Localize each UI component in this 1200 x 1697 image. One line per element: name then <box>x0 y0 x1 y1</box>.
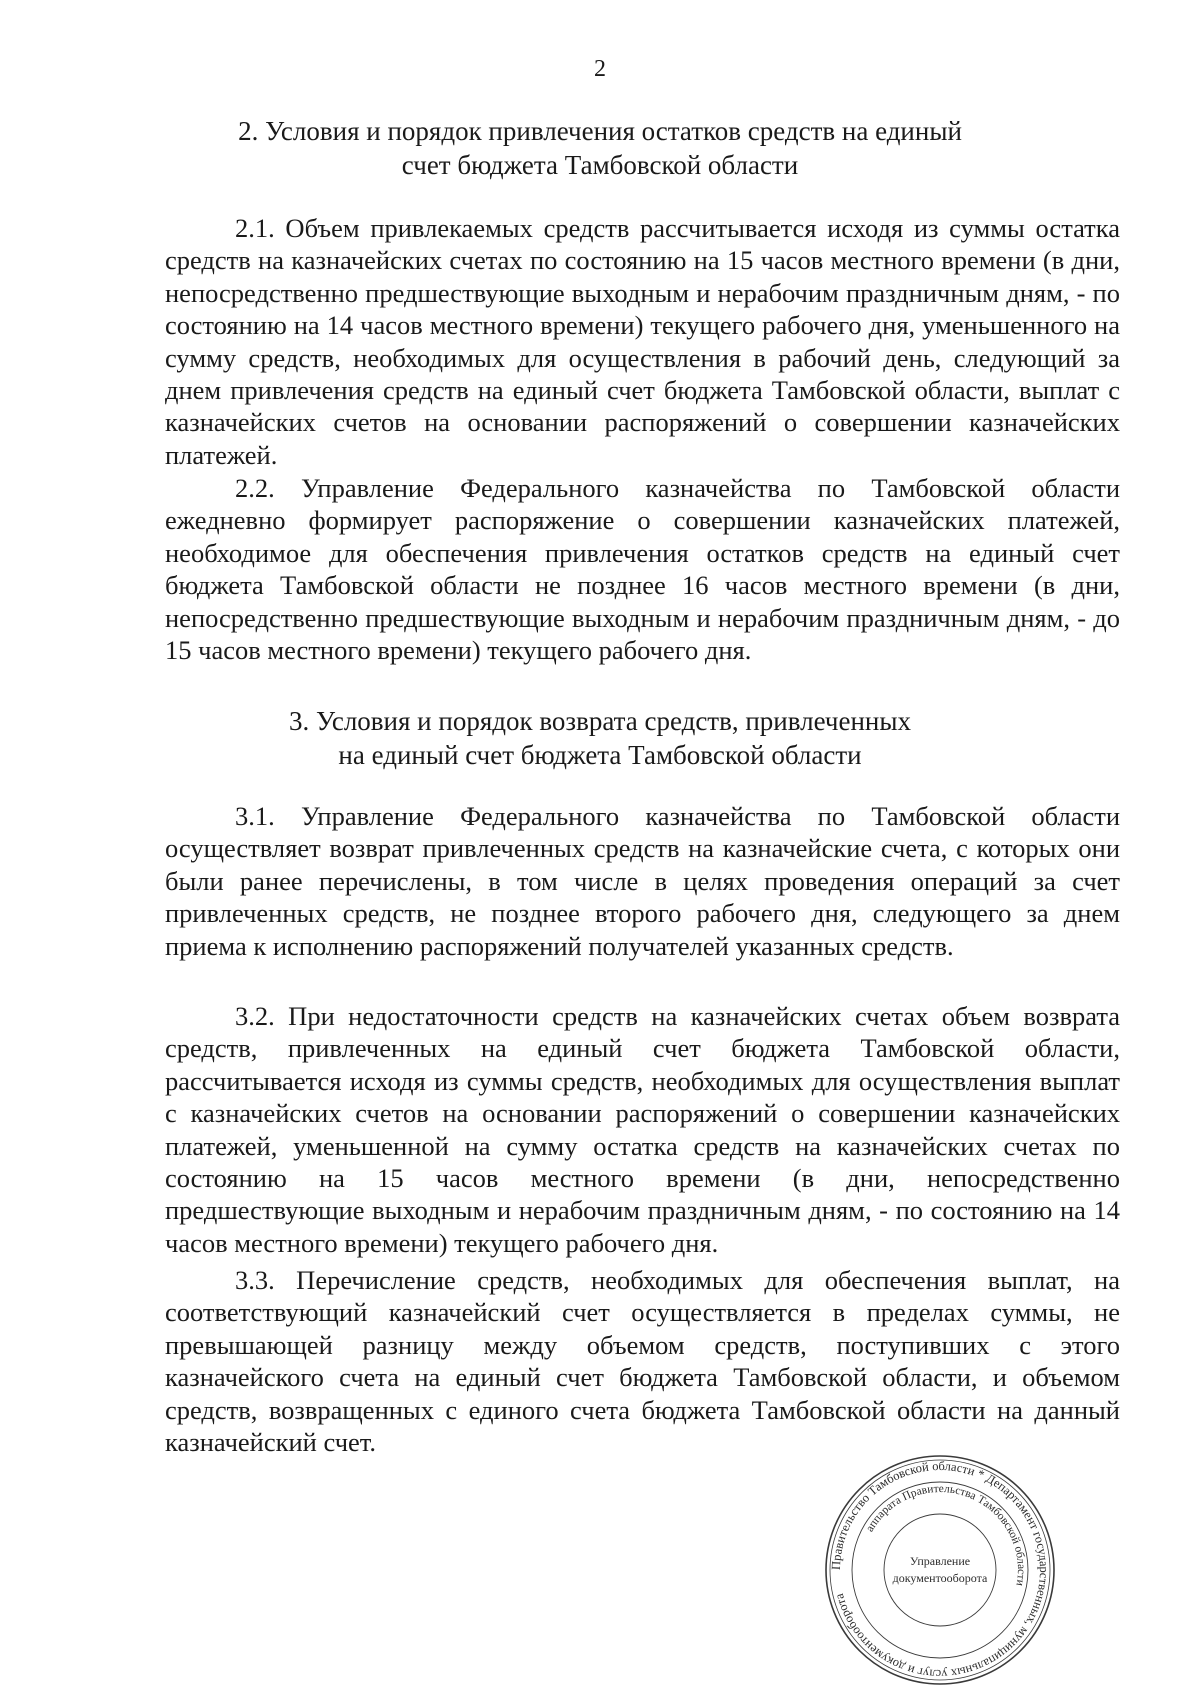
official-stamp <box>820 1450 1060 1690</box>
stamp-inner-ring: аппарата Правительства Тамбовской области <box>863 1482 1028 1587</box>
paragraph-3-3: 3.3. Перечисление средств, необходимых для обеспечения выплат, на соответствующий казначейский счет осуществляется в пределах суммы, не превышающей разницу между объемом средств, поступивших с этого казначейского счета на единый счет бюджета Тамбовской области, и объемом средств, возвращенных с единого счета бюджета Тамбовской области на данный казначейский счет. <box>165 1265 1120 1458</box>
section-3-heading-line1: 3. Условия и порядок возврата средств, привлеченных <box>288 706 912 736</box>
paragraph-3-2: 3.2. При недостаточности средств на казначейских счетах объем возврата средств, привлеченных на единый счет бюджета Тамбовской области, рассчитывается исходя из суммы средств, необходимых для осуществления выплат с казначейских счетов на основании распоряжений о совершении казначейских платежей, уменьшенной на сумму остатка средств на казначейских счетах по состоянию на 15 часов местного времени (в дни, непосредственно предшествующие выходным и нерабочим праздничным дням, - по состоянию на 14 часов местного времени) текущего рабочего дня. <box>165 1001 1120 1258</box>
section-2-heading <box>50 114 1150 182</box>
section-3-heading-line2: на единый счет бюджета Тамбовской области <box>338 740 862 770</box>
page-number: 2 <box>594 56 606 82</box>
stamp-seal-icon <box>820 1450 1060 1690</box>
section-2-heading-line2: счет бюджета Тамбовской области <box>401 150 799 180</box>
paragraph-2-1: 2.1. Объем привлекаемых средств рассчитывается исходя из суммы остатка средств на казначейских счетах по состоянию на 15 часов местного времени (в дни, непосредственно предшествующие выходным и нерабочим праздничным дням, - по состоянию на 14 часов местного времени) текущего рабочего дня, уменьшенного на сумму средств, необходимых для осуществления в рабочий день, следующий за днем привлечения средств на единый счет бюджета Тамбовской области, выплат с казначейских счетов на основании распоряжений о совершении казначейских платежей. <box>165 213 1120 470</box>
paragraph-3-1: 3.1. Управление Федерального казначейства по Тамбовской области осуществляет возврат привлеченных средств на казначейские счета, с которых они были ранее перечислены, в том числе в целях проведения операций за счет привлеченных средств, не позднее второго рабочего дня, следующего за днем приема к исполнению распоряжений получателей указанных средств. <box>165 801 1120 961</box>
paragraph-2-2: 2.2. Управление Федерального казначейства по Тамбовской области ежедневно формирует распоряжение о совершении казначейских платежей, необходимое для обеспечения привлечения остатков средств на единый счет бюджета Тамбовской области не позднее 16 часов местного времени (в дни, непосредственно предшествующие выходным и нерабочим праздничным дням, - до 15 часов местного времени) текущего рабочего дня. <box>165 473 1120 666</box>
section-3-heading <box>50 704 1150 772</box>
stamp-center-line2: документооборота <box>892 1571 988 1585</box>
stamp-center-line1: Управление <box>909 1554 971 1568</box>
section-2-heading-line1: 2. Условия и порядок привлечения остатков средств на единый <box>238 116 962 146</box>
stamp-outer-ring: Правительство Тамбовской области * Департамент государственных, муниципальных услуг и документооборота <box>828 1458 1052 1682</box>
